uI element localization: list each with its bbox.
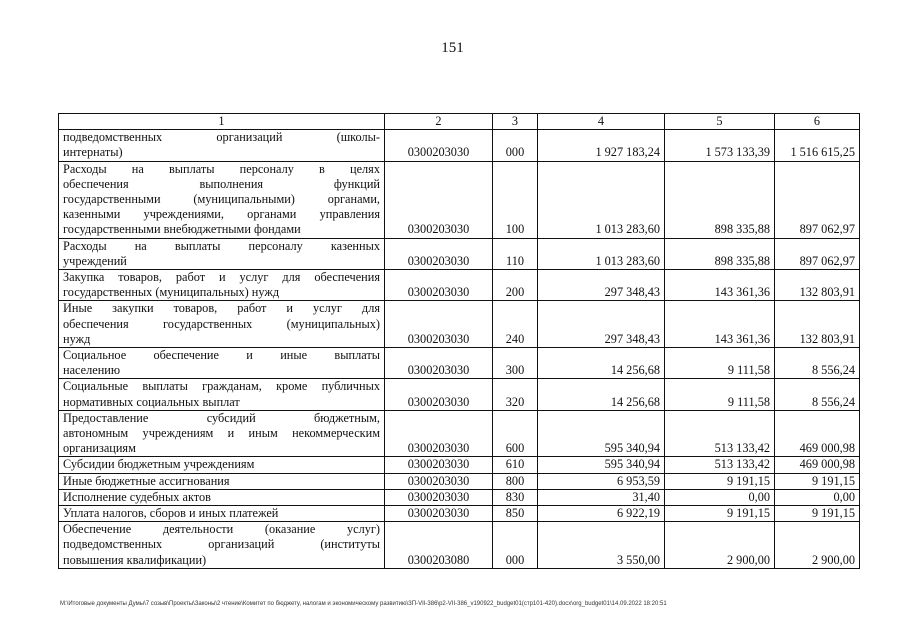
header-cell-6: 6	[775, 114, 860, 130]
row-description	[59, 522, 385, 569]
row-amount-col6: 9 191,15	[775, 506, 860, 522]
row-expense-type: 320	[493, 379, 538, 410]
row-target-code: 0300203030	[385, 161, 493, 238]
description-line: Закупка товаров, работ и услуг для обеспечения	[63, 270, 380, 285]
row-amount-col5: 2 900,00	[665, 522, 775, 569]
description-line: автономным учреждениям и иным некоммерческим	[63, 426, 380, 441]
row-amount-col5: 143 361,36	[665, 301, 775, 348]
description-line: нужд	[63, 331, 91, 346]
row-target-code: 0300203030	[385, 301, 493, 348]
row-expense-type: 100	[493, 161, 538, 238]
row-amount-col4: 297 348,43	[538, 301, 665, 348]
description-line: обеспечения государственных (муниципальных)	[63, 316, 380, 331]
description-line: Расходы на выплаты персоналу в целях	[63, 161, 380, 176]
description-line: обеспечения выполнения функций	[63, 176, 380, 191]
row-description	[59, 473, 385, 489]
row-description	[59, 161, 385, 238]
description-line: подведомственных организаций (институты	[63, 537, 380, 552]
row-amount-col6: 897 062,97	[775, 238, 860, 269]
row-expense-type: 850	[493, 506, 538, 522]
description-line: организациям	[63, 441, 136, 456]
description-line: Иные закупки товаров, работ и услуг для	[63, 301, 380, 316]
row-amount-col5: 513 133,42	[665, 410, 775, 457]
table-header-row	[59, 114, 860, 130]
description-line: государственными (муниципальными) органами,	[63, 192, 380, 207]
table-row	[59, 130, 860, 161]
row-amount-col4: 1 013 283,60	[538, 161, 665, 238]
row-amount-col5: 1 573 133,39	[665, 130, 775, 161]
row-amount-col6: 897 062,97	[775, 161, 860, 238]
header-cell-5: 5	[665, 114, 775, 130]
description-line: нормативных социальных выплат	[63, 394, 240, 409]
row-amount-col4: 6 922,19	[538, 506, 665, 522]
row-amount-col5: 9 111,58	[665, 379, 775, 410]
row-amount-col5: 9 191,15	[665, 506, 775, 522]
row-amount-col4: 1 013 283,60	[538, 238, 665, 269]
row-expense-type: 110	[493, 238, 538, 269]
table-row	[59, 161, 860, 238]
table-row	[59, 489, 860, 505]
budget-table	[58, 113, 860, 569]
row-amount-col4: 14 256,68	[538, 348, 665, 379]
table-row	[59, 270, 860, 301]
row-target-code: 0300203080	[385, 522, 493, 569]
row-expense-type: 830	[493, 489, 538, 505]
description-line: интернаты)	[63, 145, 123, 160]
row-target-code: 0300203030	[385, 379, 493, 410]
row-amount-col4: 6 953,59	[538, 473, 665, 489]
row-amount-col4: 297 348,43	[538, 270, 665, 301]
table-row	[59, 410, 860, 457]
description-line: повышения квалификации)	[63, 552, 207, 567]
description-line: Исполнение судебных актов	[63, 489, 211, 504]
description-line: подведомственных организаций (школы-	[63, 130, 380, 145]
row-amount-col6: 0,00	[775, 489, 860, 505]
header-cell-1: 1	[59, 114, 385, 130]
row-target-code: 0300203030	[385, 348, 493, 379]
description-line: государственных (муниципальных) нужд	[63, 285, 280, 300]
table-row	[59, 473, 860, 489]
row-description	[59, 379, 385, 410]
row-description	[59, 506, 385, 522]
row-amount-col5: 9 191,15	[665, 473, 775, 489]
description-line: Социальное обеспечение и иные выплаты	[63, 348, 380, 363]
row-target-code: 0300203030	[385, 473, 493, 489]
row-description	[59, 348, 385, 379]
row-expense-type: 800	[493, 473, 538, 489]
row-amount-col6: 469 000,98	[775, 457, 860, 473]
description-line: казенными учреждениями, органами управления	[63, 207, 380, 222]
row-target-code: 0300203030	[385, 457, 493, 473]
row-amount-col4: 595 340,94	[538, 457, 665, 473]
row-amount-col6: 132 803,91	[775, 301, 860, 348]
row-amount-col4: 14 256,68	[538, 379, 665, 410]
row-amount-col6: 1 516 615,25	[775, 130, 860, 161]
file-path-footer: M:\Итоговые документы Думы\7 созыв\Проекты\Законы\2 чтение\Комитет по бюджету, налогам и экономическому развитию\ЗП-VII-386\р2-VII-386_v190922_budget01(стр101-420).docx\org_budget01\14.09.2022 18:20:51	[60, 601, 667, 607]
header-cell-2: 2	[385, 114, 493, 130]
description-line: Предоставление субсидий бюджетным,	[63, 410, 380, 425]
table-row	[59, 379, 860, 410]
description-line: Расходы на выплаты персоналу казенных	[63, 238, 380, 253]
table-row	[59, 457, 860, 473]
row-description	[59, 238, 385, 269]
table-row	[59, 506, 860, 522]
row-target-code: 0300203030	[385, 489, 493, 505]
row-amount-col4: 31,40	[538, 489, 665, 505]
row-amount-col5: 143 361,36	[665, 270, 775, 301]
row-description	[59, 270, 385, 301]
description-line: Иные бюджетные ассигнования	[63, 473, 230, 488]
row-expense-type: 000	[493, 130, 538, 161]
row-amount-col5: 898 335,88	[665, 161, 775, 238]
table-row	[59, 348, 860, 379]
description-line: учреждений	[63, 253, 127, 268]
table-row	[59, 301, 860, 348]
row-amount-col4: 595 340,94	[538, 410, 665, 457]
row-amount-col5: 9 111,58	[665, 348, 775, 379]
row-target-code: 0300203030	[385, 410, 493, 457]
row-description	[59, 489, 385, 505]
row-amount-col5: 513 133,42	[665, 457, 775, 473]
row-amount-col6: 132 803,91	[775, 270, 860, 301]
row-amount-col5: 0,00	[665, 489, 775, 505]
row-amount-col6: 469 000,98	[775, 410, 860, 457]
description-line: населению	[63, 363, 121, 378]
description-line: Социальные выплаты гражданам, кроме публичных	[63, 379, 380, 394]
row-description	[59, 301, 385, 348]
row-description	[59, 457, 385, 473]
table-row	[59, 522, 860, 569]
row-description	[59, 130, 385, 161]
row-expense-type: 000	[493, 522, 538, 569]
row-description	[59, 410, 385, 457]
row-expense-type: 600	[493, 410, 538, 457]
row-target-code: 0300203030	[385, 506, 493, 522]
description-line: Субсидии бюджетным учреждениям	[63, 457, 255, 472]
row-amount-col4: 3 550,00	[538, 522, 665, 569]
row-expense-type: 300	[493, 348, 538, 379]
row-amount-col5: 898 335,88	[665, 238, 775, 269]
row-amount-col6: 9 191,15	[775, 473, 860, 489]
table-row	[59, 238, 860, 269]
row-target-code: 0300203030	[385, 238, 493, 269]
row-amount-col4: 1 927 183,24	[538, 130, 665, 161]
row-expense-type: 200	[493, 270, 538, 301]
description-line: Уплата налогов, сборов и иных платежей	[63, 506, 279, 521]
header-cell-3: 3	[493, 114, 538, 130]
row-expense-type: 610	[493, 457, 538, 473]
row-expense-type: 240	[493, 301, 538, 348]
page-number: 151	[441, 40, 464, 56]
description-line: Обеспечение деятельности (оказание услуг)	[63, 522, 380, 537]
row-amount-col6: 8 556,24	[775, 379, 860, 410]
header-cell-4: 4	[538, 114, 665, 130]
row-amount-col6: 8 556,24	[775, 348, 860, 379]
row-target-code: 0300203030	[385, 130, 493, 161]
row-amount-col6: 2 900,00	[775, 522, 860, 569]
row-target-code: 0300203030	[385, 270, 493, 301]
description-line: государственными внебюджетными фондами	[63, 222, 301, 237]
